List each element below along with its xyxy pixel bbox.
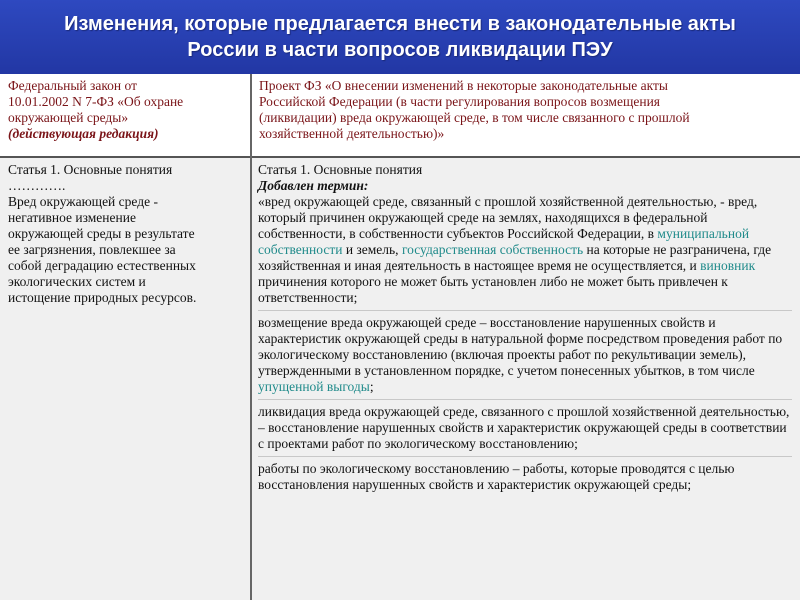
term-text: и земель, xyxy=(342,242,402,257)
law-name-line-2: 10.01.2002 N 7-ФЗ «Об охране xyxy=(8,94,184,109)
term-harm-compensation xyxy=(258,315,792,400)
highlight-state-property: государственная собственность xyxy=(401,242,584,257)
law-name-line-1: Федеральный закон от xyxy=(8,78,138,93)
term-text: «вред окружающей среде, связанный с прошлой хозяйственной деятельностью, - вред, который причинен окружающей среде на землях, находящихся в федеральной собственности, в собственности субъектов Российской Федерации, в xyxy=(258,194,758,241)
title-line-2: России в части вопросов ликвидации ПЭУ xyxy=(187,39,613,61)
definition-line: негативное изменение xyxy=(8,210,136,225)
left-article-heading: Статья 1. Основные понятия xyxy=(8,162,173,177)
right-column-body xyxy=(252,158,800,493)
definition-line: ее загрязнения, повлекшее за xyxy=(8,242,176,257)
added-term-label: Добавлен термин: xyxy=(258,178,369,193)
definition-line: Вред окружающей среде - xyxy=(8,194,158,209)
right-column-header xyxy=(251,74,800,158)
term-past-activity-harm xyxy=(258,194,792,311)
left-definition xyxy=(8,194,244,306)
term-text: ; xyxy=(369,379,374,394)
law-edition-label: (действующая редакция) xyxy=(8,126,159,141)
term-text: причинения которого не может быть установлен либо не может быть привлечен к ответственности; xyxy=(258,274,728,305)
draft-name-line-4: хозяйственной деятельностью)» xyxy=(259,126,445,141)
right-article-heading: Статья 1. Основные понятия xyxy=(258,162,423,177)
definition-line: окружающей среды в результате xyxy=(8,226,195,241)
definition-line: собой деградацию естественных xyxy=(8,258,196,273)
term-restoration-works: работы по экологическому восстановлению – работы, которые проводятся с целью восстановления нарушенных свойств и характеристик окружающей среды; xyxy=(258,461,735,492)
law-name-line-3: окружающей среды» xyxy=(8,110,129,125)
term-text: на которые не разграничена, где хозяйственная и иная деятельность в настоящее время не осуществляется, и xyxy=(258,242,772,273)
term-harm-liquidation: ликвидация вреда окружающей среде, связанного с прошлой хозяйственной деятельностью, – восстановление нарушенных свойств и характеристик окружающей среды в соответствии с проектами работ по экологическому восстановлению; xyxy=(258,404,792,457)
term-text: возмещение вреда окружающей среде – восстановление нарушенных свойств и характеристик окружающей среды в натуральной форме посредством проведения работ по экологическому восстановлению (включая проекты работ по рекультивации земель), утвержденными в установленном порядке, с учетом понесенных убытков, в том числе xyxy=(258,315,783,378)
highlight-lost-profit: упущенной выгоды xyxy=(258,379,370,394)
definition-line: экологических систем и xyxy=(8,274,146,289)
draft-name-line-3: (ликвидации) вреда окружающей среде, в том числе связанного с прошлой xyxy=(259,110,690,125)
highlight-culprit: виновник xyxy=(700,258,756,273)
definition-line: истощение природных ресурсов. xyxy=(8,290,197,305)
highlight-municipal-property: муниципальной собственности xyxy=(258,226,750,257)
title-banner xyxy=(0,0,800,74)
left-ellipsis: …………. xyxy=(8,178,66,193)
left-column-header xyxy=(0,74,251,158)
page-title xyxy=(20,11,780,63)
draft-name-line-2: Российской Федерации (в части регулирования вопросов возмещения xyxy=(259,94,661,109)
draft-name-line-1: Проект ФЗ «О внесении изменений в некоторые законодательные акты xyxy=(259,78,668,93)
title-line-1: Изменения, которые предлагается внести в законодательные акты xyxy=(64,13,736,35)
left-column-body xyxy=(0,158,250,306)
comparison-table xyxy=(0,74,800,600)
